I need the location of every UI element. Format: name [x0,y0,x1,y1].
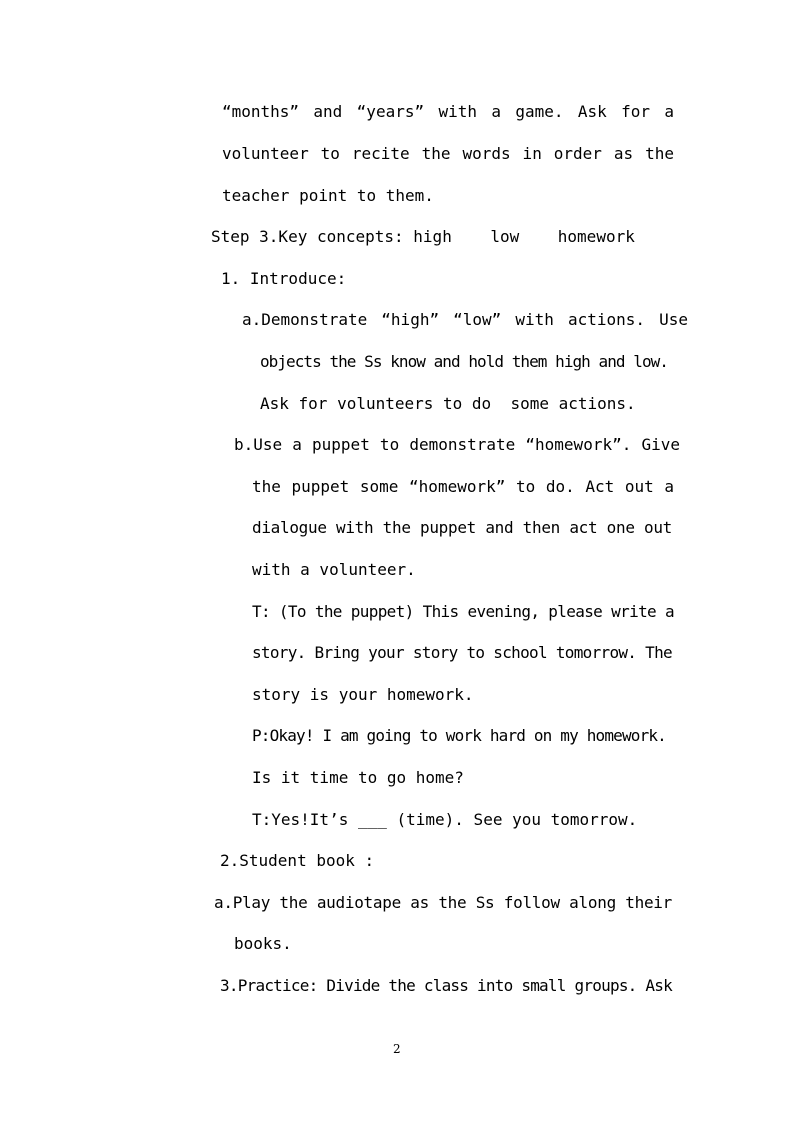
dialogue-line-2: story. Bring your story to school tomorrow. The [252,643,672,662]
text-line-1: “months” and “years” with a game. Ask for a [222,102,674,121]
text-line-21: books. [234,934,292,953]
dialogue-line-4: P:Okay! I am going to work hard on my homework. [252,726,666,745]
text-line-3: teacher point to them. [222,186,434,205]
text-line-6: a.Demonstrate “high” “low” with actions. Use [242,310,688,329]
dialogue-line-6: T:Yes!It’s ___ (time). See you tomorrow. [252,810,638,829]
list-item-introduce: 1. Introduce: [221,269,347,288]
text-line-8: Ask for volunteers to do some actions. [260,394,636,413]
list-item-practice: 3.Practice: Divide the class into small groups. Ask [220,976,672,995]
dialogue-line-1: T: (To the puppet) This evening, please write a [252,602,674,621]
text-line-9: b.Use a puppet to demonstrate “homework”. Give [234,435,680,454]
text-line-10: the puppet some “homework” to do. Act out a [252,477,674,496]
text-line-7: objects the Ss know and hold them high and low. [260,352,668,371]
text-line-20: a.Play the audiotape as the Ss follow along their [214,893,672,912]
text-line-12: with a volunteer. [252,560,416,579]
dialogue-line-5: Is it time to go home? [252,768,464,787]
step-heading: Step 3.Key concepts: high low homework [211,227,635,246]
text-line-2: volunteer to recite the words in order as the [222,144,674,163]
list-item-student-book: 2.Student book : [220,851,375,870]
dialogue-line-3: story is your homework. [252,685,474,704]
page-number: 2 [393,1042,401,1056]
text-line-11: dialogue with the puppet and then act one out [252,518,672,537]
